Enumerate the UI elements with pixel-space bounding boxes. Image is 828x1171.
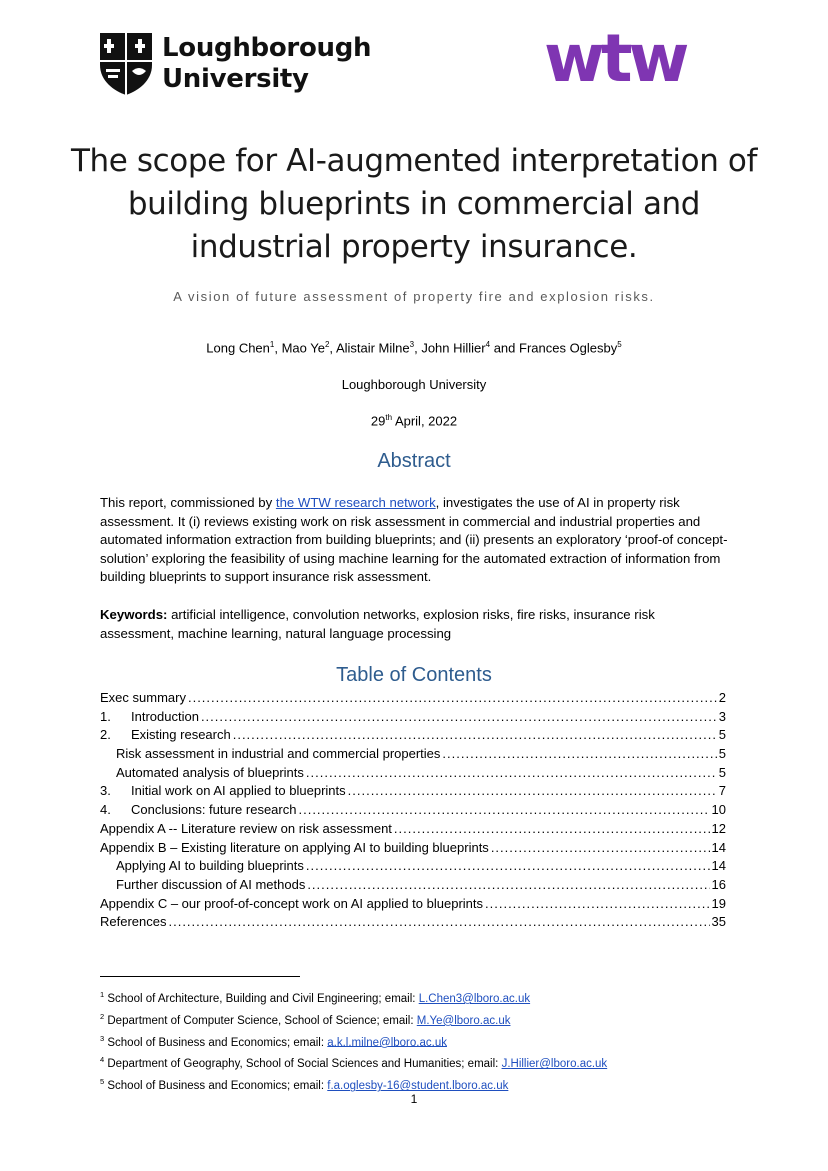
footnote <box>100 1051 740 1073</box>
footnote-text: Department of Computer Science, School of Science; email: <box>104 1014 417 1027</box>
footnote-number: 5 <box>100 1077 105 1087</box>
toc-entry-title: Appendix C – our proof-of-concept work on AI applied to blueprints <box>100 895 484 911</box>
author-affiliation-marker: 3 <box>409 340 415 349</box>
toc-entry-title: Further discussion of AI methods <box>116 876 306 892</box>
toc-dot-leader <box>485 895 710 914</box>
toc-entry[interactable] <box>100 876 726 895</box>
toc-entry-page: 19 <box>711 895 726 911</box>
author-name: Long Chen <box>206 340 270 356</box>
author-affiliation-marker: 5 <box>617 340 622 349</box>
logo-text-line1: Loughborough <box>162 33 372 63</box>
toc-dot-leader <box>491 839 710 858</box>
toc-entry-page: 12 <box>711 820 726 836</box>
toc-heading: Table of Contents <box>336 664 492 686</box>
toc-entry-page: 2 <box>718 690 726 705</box>
page-number: 1 <box>410 1092 418 1106</box>
toc-entry-title: Initial work on AI applied to blueprints <box>131 783 346 799</box>
toc-entry-page: 5 <box>718 764 726 780</box>
affiliation: Loughborough University <box>341 377 487 392</box>
toc-dot-leader <box>188 689 717 708</box>
footnote-divider <box>100 976 300 977</box>
author-name: John Hillier <box>421 340 486 356</box>
toc-entry-page: 5 <box>718 746 726 762</box>
document-title: The scope for AI-augmented interpretation of building blueprints in commercial and industrial property insurance. <box>70 143 757 265</box>
toc-entry-page: 10 <box>711 802 726 818</box>
toc-entry-title: Exec summary <box>100 690 186 705</box>
toc-entry[interactable] <box>100 820 726 839</box>
author-affiliation-marker: 4 <box>485 340 491 349</box>
footnote-email-link[interactable]: M.Ye@lboro.ac.uk <box>416 1014 511 1027</box>
author-list: Long Chen$^1$, Mao Ye$^2$, Alistair Milne$^3$, John Hillier$^4$ and Frances Oglesby$^5$ <box>206 340 622 356</box>
footnote-email-link[interactable]: f.a.oglesby-16@student.lboro.ac.uk <box>327 1080 509 1093</box>
toc-entry-number: 4. <box>100 802 111 818</box>
table-of-contents <box>100 689 726 932</box>
toc-entry-number: 1. <box>100 708 111 724</box>
wtw-logo: wtw <box>544 20 686 97</box>
footnote-text: School of Business and Economics; email: <box>104 1080 328 1093</box>
footnote <box>100 1030 740 1052</box>
toc-entry-title: References <box>100 914 167 930</box>
toc-dot-leader <box>307 876 709 895</box>
toc-entry-title: Introduction <box>131 708 199 724</box>
footnote-email-link[interactable]: J.Hillier@lboro.ac.uk <box>501 1058 608 1071</box>
toc-entry-number: 3. <box>100 783 111 799</box>
footnotes <box>100 986 740 1095</box>
toc-entry-page: 14 <box>711 839 726 855</box>
toc-entry[interactable] <box>100 913 726 932</box>
footnote-text: School of Business and Economics; email: <box>104 1036 328 1049</box>
toc-entry-page: 35 <box>711 914 726 930</box>
toc-dot-leader <box>394 820 710 839</box>
wtw-research-network-link[interactable]: the WTW research network <box>275 495 436 510</box>
keywords-text: artificial intelligence, convolution networks, explosion risks, fire risks, insurance risk assessment, machine learning, natural language processing <box>100 607 655 641</box>
toc-entry[interactable] <box>100 689 726 708</box>
footnote <box>100 986 740 1008</box>
footnote-number: 4 <box>100 1055 105 1065</box>
footnote-text: School of Architecture, Building and Civil Engineering; email: <box>104 992 419 1005</box>
author-affiliation-marker: 1 <box>269 340 275 349</box>
toc-entry-page: 7 <box>718 783 726 799</box>
toc-dot-leader <box>233 726 717 745</box>
toc-entry-page: 3 <box>718 708 726 724</box>
toc-entry-title: Conclusions: future research <box>131 802 297 818</box>
toc-dot-leader <box>442 745 716 764</box>
toc-dot-leader <box>348 782 717 801</box>
toc-dot-leader <box>298 801 709 820</box>
toc-entry-page: 14 <box>711 858 726 874</box>
toc-entry-page: 16 <box>711 876 726 892</box>
toc-entry-title: Existing research <box>131 727 231 743</box>
abstract-heading: Abstract <box>377 450 451 472</box>
abstract-text: This report, commissioned by the WTW research network, investigates the use of AI in property risk assessment. It (i) reviews existing work on risk assessment in commercial and industrial properties and automated information extraction from building blueprints; and (ii) presents an exploratory ‘proof-of concept-solution’ exploring the feasibility of using machine learning for the automated extraction of information from building blueprints to support insurance risk assessment. <box>100 495 728 585</box>
toc-entry[interactable] <box>100 839 726 858</box>
toc-dot-leader <box>306 764 717 783</box>
loughborough-university-logo <box>98 31 371 97</box>
toc-entry-number: 2. <box>100 727 111 743</box>
publication-date: 29th April, 2022 <box>370 413 458 429</box>
toc-dot-leader <box>168 913 709 932</box>
footnote-email-link[interactable]: L.Chen3@lboro.ac.uk <box>418 992 531 1005</box>
footnote-text: Department of Geography, School of Social Sciences and Humanities; email: <box>104 1058 502 1071</box>
toc-entry[interactable] <box>100 708 726 727</box>
toc-entry-title: Applying AI to building blueprints <box>116 858 304 874</box>
footnote-number: 3 <box>100 1033 105 1043</box>
university-shield-icon <box>98 31 154 97</box>
author-affiliation-marker: 2 <box>324 340 330 349</box>
toc-entry-title: Appendix A -- Literature review on risk assessment <box>100 820 392 836</box>
author-name: Frances Oglesby <box>519 340 618 356</box>
toc-entry[interactable] <box>100 764 726 783</box>
keywords-label: Keywords: <box>100 607 168 622</box>
toc-entry[interactable] <box>100 745 726 764</box>
footnote-number: 1 <box>100 990 105 999</box>
author-name: Alistair Milne <box>335 340 410 356</box>
keywords <box>100 606 728 643</box>
footnote-email-link[interactable]: a.k.l.milne@lboro.ac.uk <box>327 1036 447 1049</box>
toc-entry-title: Risk assessment in industrial and commercial properties <box>116 746 441 762</box>
toc-dot-leader <box>201 708 717 727</box>
toc-entry[interactable] <box>100 801 726 820</box>
footnote <box>100 1008 740 1030</box>
logo-text-line2: University <box>162 64 309 94</box>
document-subtitle: A vision of future assessment of property fire and explosion risks. <box>173 289 655 304</box>
toc-dot-leader <box>306 857 710 876</box>
author-name: Mao Ye <box>281 340 325 356</box>
toc-entry-title: Appendix B – Existing literature on applying AI to building blueprints <box>100 839 489 855</box>
toc-entry[interactable] <box>100 782 726 801</box>
toc-entry[interactable] <box>100 895 726 914</box>
toc-entry-page: 5 <box>718 727 726 743</box>
toc-entry-title: Automated analysis of blueprints <box>116 764 304 780</box>
toc-entry[interactable] <box>100 726 726 745</box>
toc-entry[interactable] <box>100 857 726 876</box>
footnote-number: 2 <box>100 1011 105 1021</box>
